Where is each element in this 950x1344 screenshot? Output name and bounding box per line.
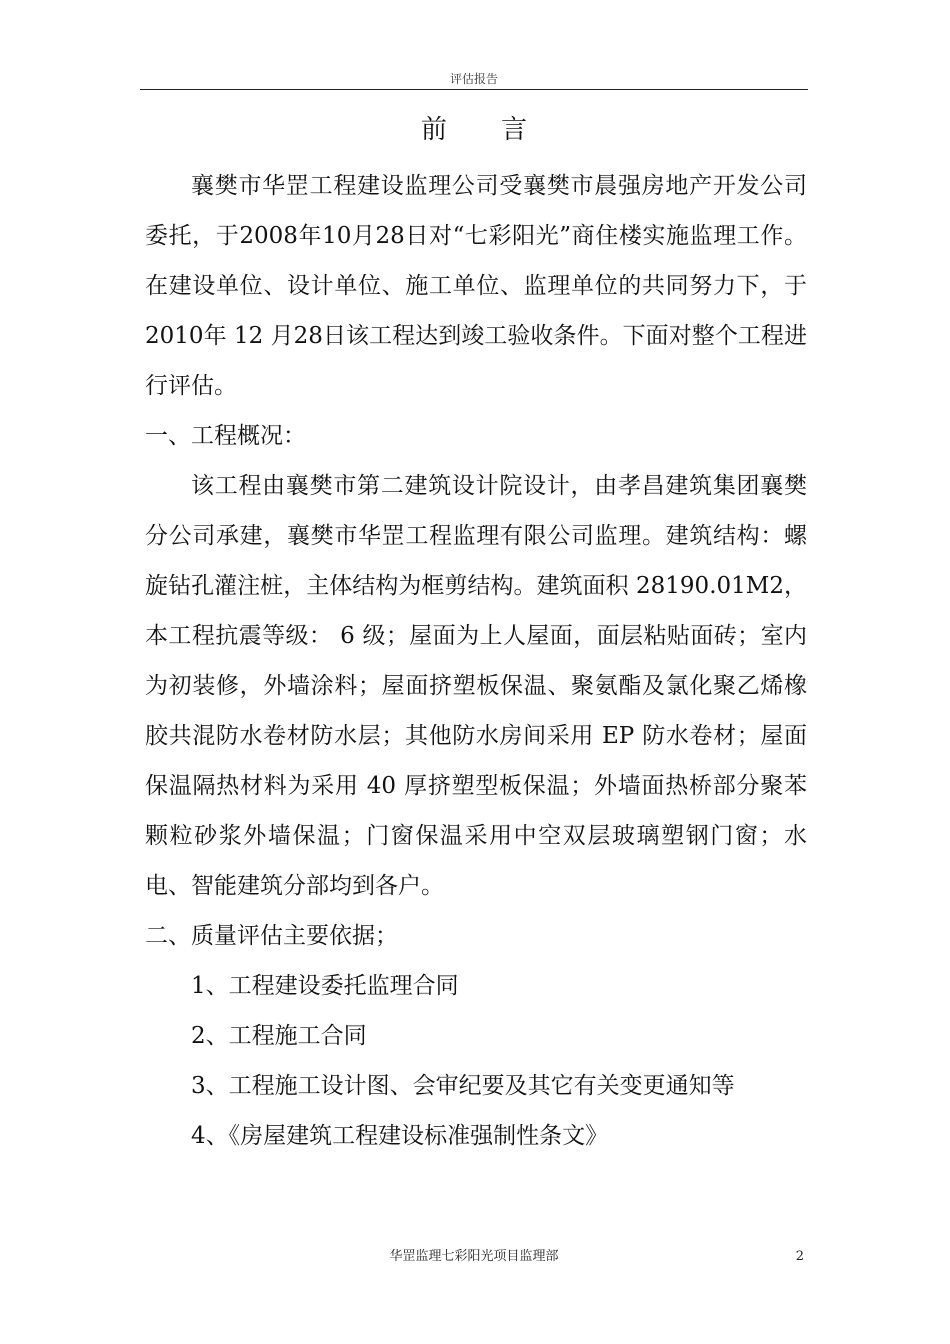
footer-text: 华罡监理七彩阳光项目监理部 [389, 1249, 559, 1264]
list-item: 4、《房屋建筑工程建设标准强制性条文》 [191, 1123, 609, 1149]
page-header: 评估报告 [449, 72, 498, 86]
page-number: 2 [795, 1249, 804, 1264]
header-rule [140, 89, 808, 90]
list-item: 1、工程建设委托监理合同 [191, 973, 459, 999]
section-1-heading: 一、工程概况： [145, 423, 306, 449]
page-footer [140, 1247, 808, 1267]
section-1-body: 该工程由襄樊市第二建筑设计院设计，由孝昌建筑集团襄樊分公司承建，襄樊市华罡工程监理有限公司监理。建筑结构：螺旋钻孔灌注桩，主体结构为框剪结构。建筑面积 28190.01M2，本工程抗震等级： 6 级；屋面为上人屋面，面层粘贴面砖；室内为初装修，外墙涂料；屋面挤塑板保温、聚氨酯及氯化聚乙烯橡胶共混防水卷材防水层；其他防水房间采用 EP 防水卷材；屋面保温隔热材料为采用 40 厚挤塑型板保温；外墙面热桥部分聚苯颗粒砂浆外墙保温；门窗保温采用中空双层玻璃塑钢门窗；水电、智能建筑分部均到各户。 [145, 473, 807, 899]
list-item: 3、工程施工设计图、会审纪要及其它有关变更通知等 [191, 1073, 735, 1099]
document-heading: 前言 [420, 115, 581, 145]
section-2-heading: 二、质量评估主要依据； [145, 923, 398, 949]
document-body [145, 161, 807, 1161]
intro-paragraph: 襄樊市华罡工程建设监理公司受襄樊市晨强房地产开发公司委托，于2008年10月28日对“七彩阳光”商住楼实施监理工作。在建设单位、设计单位、施工单位、监理单位的共同努力下，于2010年 12 月28日该工程达到竣工验收条件。下面对整个工程进行评估。 [145, 173, 807, 399]
list-item: 2、工程施工合同 [191, 1023, 367, 1049]
